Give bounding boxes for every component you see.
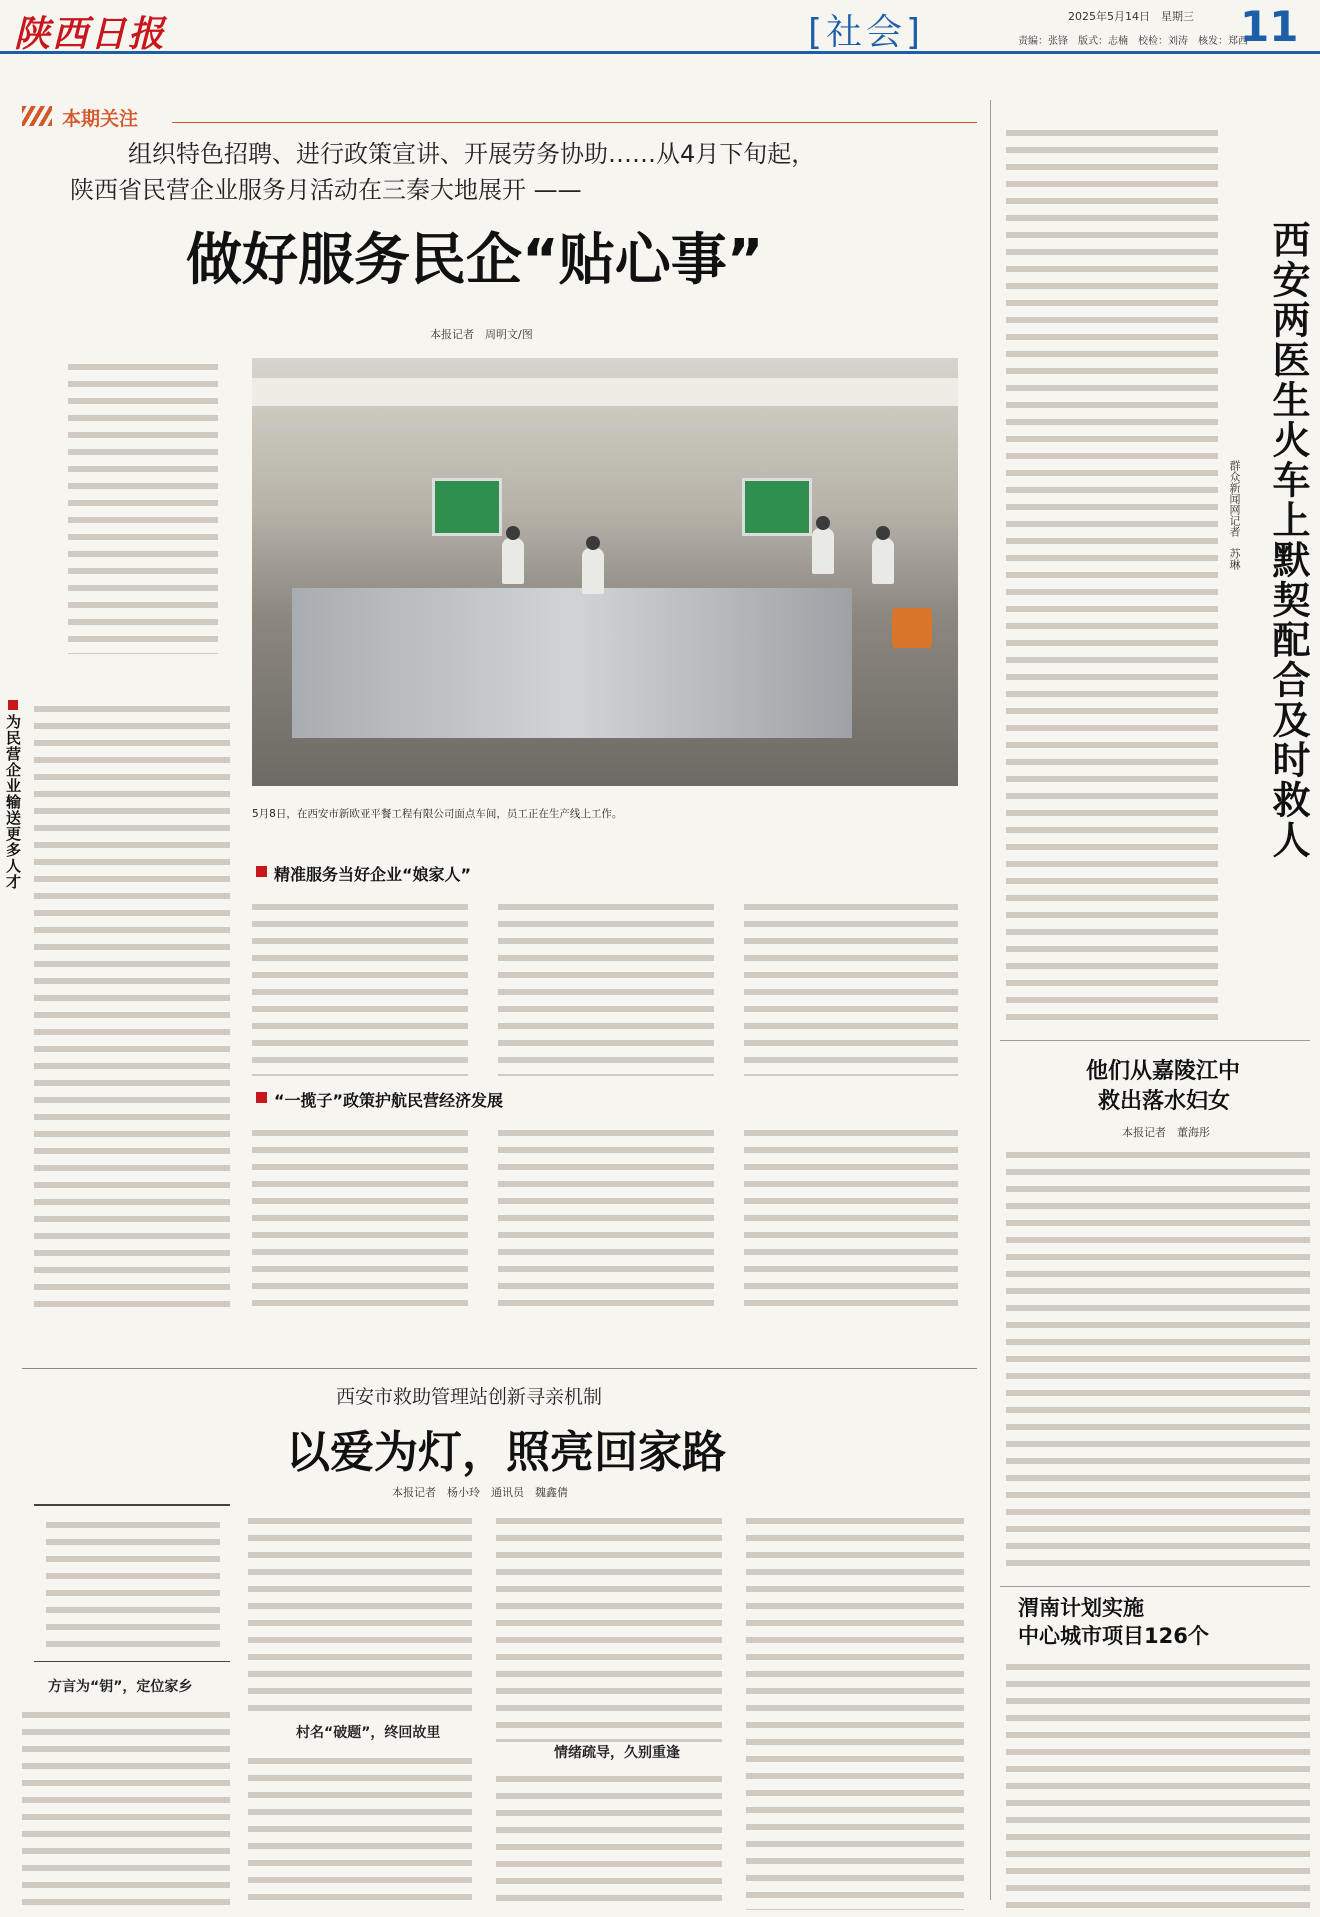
second-story-col2b [248,1752,472,1910]
orange-bin [892,608,932,648]
lead-headline: 做好服务民企“贴心事” [186,228,764,293]
focus-label [22,104,982,128]
right-story2-byline: 本报记者 董海彤 [1122,1126,1210,1139]
second-story-sub2: 村名“破题”，终回故里 [296,1725,441,1741]
second-story-sub1: 方言为“钥”，定位家乡 [48,1679,193,1695]
worker-figure [582,548,604,594]
right-story1-text [1006,124,1218,1028]
section-divider [22,1368,977,1369]
publish-date: 2025年5月14日 星期三 [1068,10,1194,23]
second-story-col3a [496,1512,722,1742]
lead-text-col3 [744,898,958,1076]
lead-intro-text [68,358,218,654]
right-column-divider [990,100,991,1900]
lead-text-col5 [498,1124,714,1312]
second-story-col3b [496,1770,722,1910]
editor-credits: 责编：张锋 版式：志楠 校检：刘涛 核发：郑西 [1018,36,1248,47]
second-story-col1 [22,1706,230,1910]
right-story3-title-line2: 中心城市项目126个 [1018,1624,1209,1648]
worker-figure [502,538,524,584]
factory-photo [252,358,958,786]
worker-figure [812,528,834,574]
second-story-col4 [746,1512,964,1910]
right-story1-title: 西安两医生火车上默契配合及时救人 [1266,220,1310,860]
green-sign [432,478,502,536]
masthead [0,0,1320,54]
right-story2-text [1006,1146,1310,1574]
lead-text-col4 [252,1124,468,1312]
lead-text-col6 [744,1124,958,1312]
page-number: 11 [1240,2,1299,51]
second-story-byline: 本报记者 杨小玲 通讯员 魏鑫倩 [392,1486,568,1499]
worker-figure [872,538,894,584]
green-sign [742,478,812,536]
second-story-subhead: 西安市救助管理站创新寻亲机制 [336,1386,603,1408]
section-tag: [社会] [808,12,925,53]
production-line [292,588,852,738]
second-story-col2a [248,1512,472,1714]
right-story3-text [1006,1658,1310,1910]
square-bullet-icon [8,700,18,710]
right-story1-byline: 群众新闻网记者 苏琳 [1228,460,1241,570]
slash-stripes-icon [22,106,52,126]
right-story3-title-line1: 渭南计划实施 [1018,1596,1144,1620]
lead-text-col2 [498,898,714,1076]
lead-text-col1 [252,898,468,1076]
focus-rule [172,122,977,123]
focus-label-text: 本期关注 [62,108,139,130]
second-story-intro [34,1504,230,1662]
right-story2-title-line2: 救出落水妇女 [1098,1089,1231,1114]
right-divider-rule [1000,1040,1310,1041]
square-bullet-icon [256,866,267,877]
second-story-headline: 以爱为灯，照亮回家路 [286,1427,726,1478]
lead-subhead-line1: 组织特色招聘、进行政策宣讲、开展劳务协助……从4月下旬起， [128,140,816,168]
photo-caption: 5月8日，在西安市新欧亚平餐工程有限公司面点车间，员工正在生产线上工作。 [252,808,623,820]
second-story-sub3: 情绪疏导，久别重逢 [554,1745,680,1761]
lead-subhead-line2: 陕西省民营企业服务月活动在三秦大地展开 —— [70,176,582,204]
left-vertical-label: 为民营企业输送更多人才 [4,700,24,890]
right-divider-rule [1000,1586,1310,1587]
right-story2-title-line1: 他们从嘉陵江中 [1086,1059,1241,1084]
left-sidebar-text [34,700,230,1312]
square-bullet-icon [256,1092,267,1103]
lead-byline: 本报记者 周明文/图 [430,328,533,341]
newspaper-logo: 陕西日报 [14,13,167,55]
